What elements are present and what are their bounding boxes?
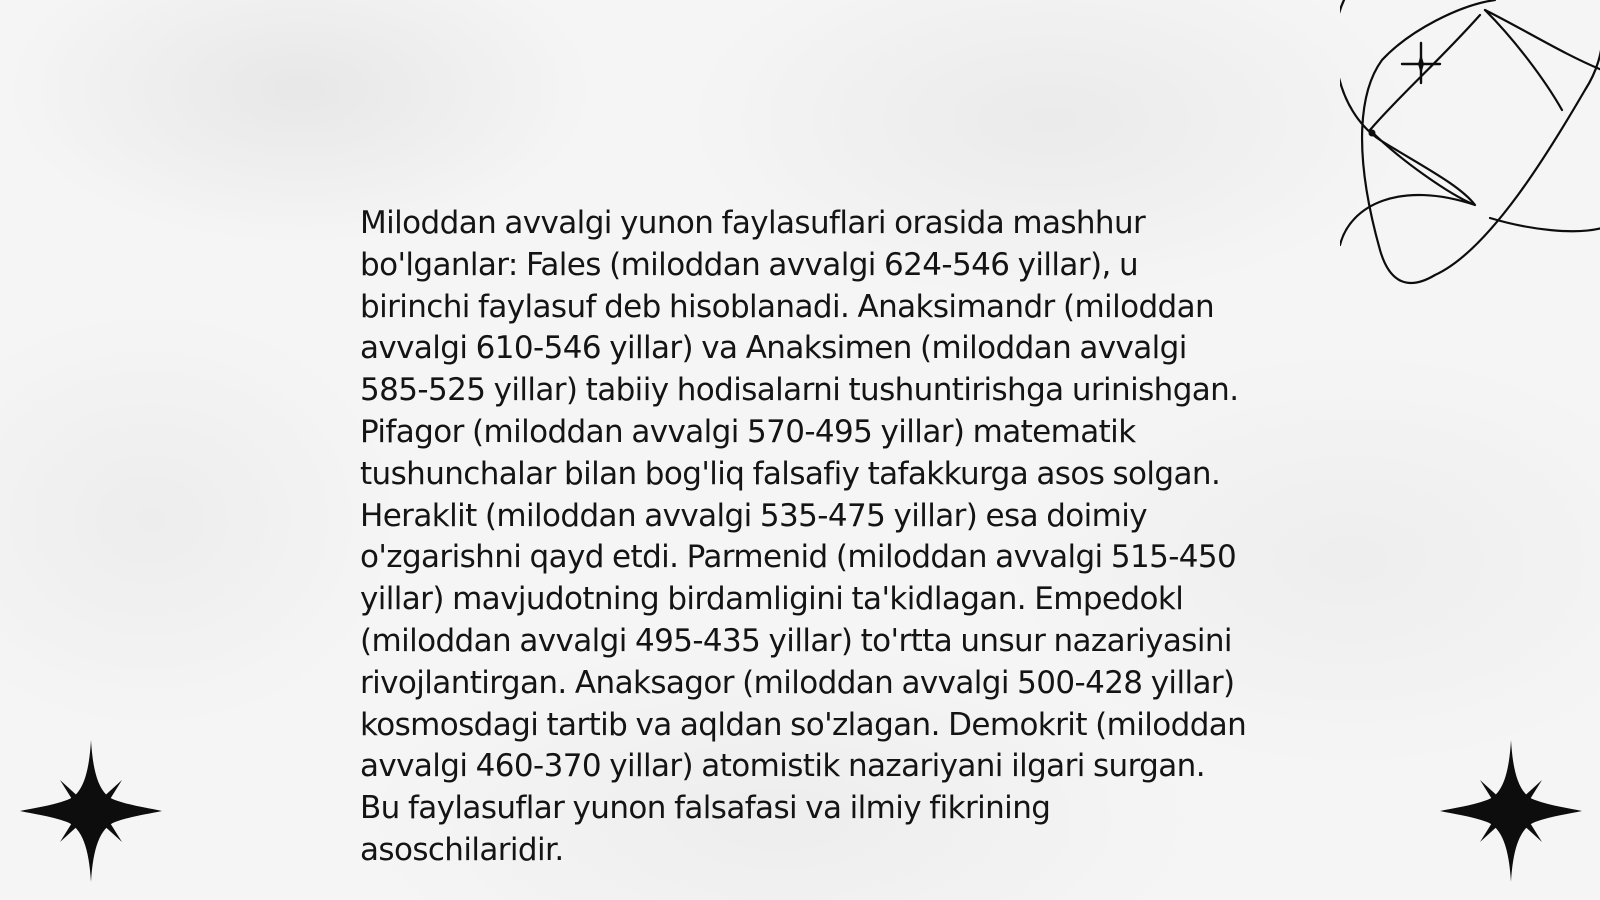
- slide-paragraph: Miloddan avvalgi yunon faylasuflari orasida mashhur bo'lganlar: Fales (miloddan avvalgi 624-546 yillar), u birinchi faylasuf deb hisoblanadi. Anaksimandr (miloddan avvalgi 610-546 yillar) va Anaksimen (miloddan avvalgi 585-525 yillar) tabiiy hodisalarni tushuntirishga urinishgan. Pifagor (miloddan avvalgi 570-495 yillar) matematik tushunchalar bilan bog'liq falsafiy tafakkurga asos solgan. Heraklit (miloddan avvalgi 535-475 yillar) esa doimiy o'zgarishni qayd etdi. Parmenid (miloddan avvalgi 515-450 yillar) mavjudotning birdamligini ta'kidlagan. Empedokl (miloddan avvalgi 495-435 yillar) to'rtta unsur nazariyasini rivojlantirgan. Anaksagor (miloddan avvalgi 500-428 yillar) kosmosdagi tartib va aqldan so'zlagan. Demokrit (miloddan avvalgi 460-370 yillar) atomistik nazariyani ilgari surgan. Bu faylasuflar yunon falsafasi va ilmiy fikrining asoschilaridir.: [360, 205, 1247, 868]
- four-point-star-icon: [20, 740, 162, 882]
- four-point-star-icon: [1440, 740, 1582, 882]
- orbit-sparkle-icon: [1340, 0, 1600, 300]
